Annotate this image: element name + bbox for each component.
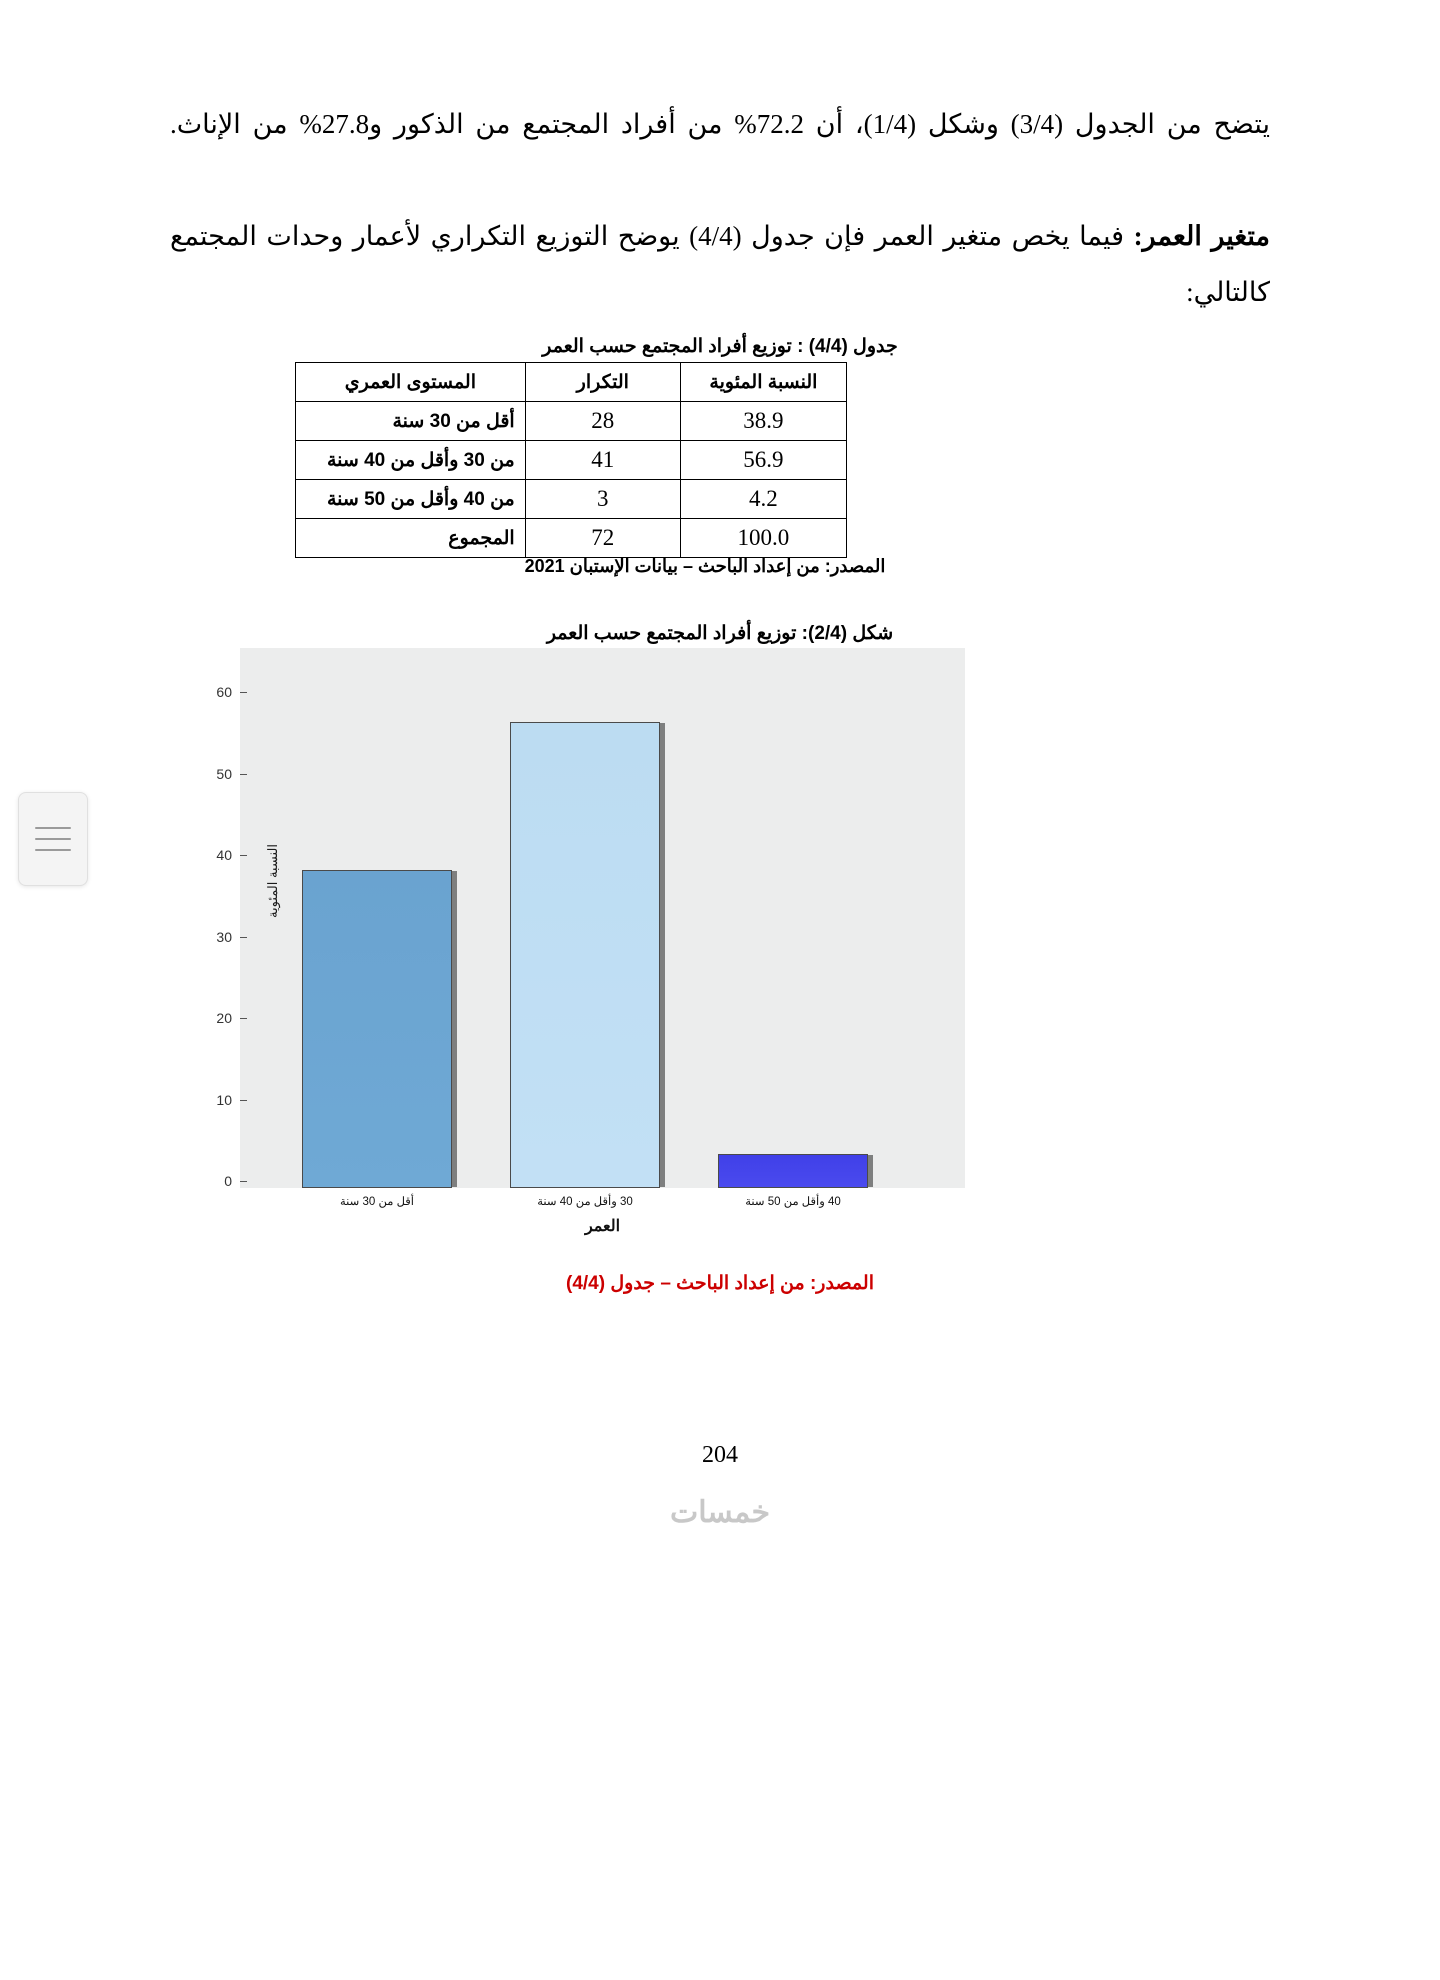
y-tick-0: 0 (194, 1173, 240, 1189)
table-header-row (296, 363, 847, 402)
age-distribution-table (295, 362, 847, 558)
y-tick-60: 60 (194, 684, 240, 700)
y-tick-40: 40 (194, 847, 240, 863)
bar-40-to-50 (718, 1154, 868, 1188)
paragraph-age-rest: فيما يخص متغير العمر فإن جدول (4/4) يوضح التوزيع التكراري لأعمار وحدات المجتمع كالتالي: (170, 221, 1270, 307)
watermark-text: خمسات (669, 1496, 771, 1529)
y-tick-30: 30 (194, 929, 240, 945)
cell-age-label: من 30 وأقل من 40 سنة (296, 441, 526, 480)
y-tick-50: 50 (194, 766, 240, 782)
menu-line (35, 838, 71, 840)
cell-frequency-total: 72 (525, 519, 680, 558)
bar-chart (216, 648, 965, 1235)
menu-line (35, 827, 71, 829)
x-label-30-to-40: 30 وأقل من 40 سنة (537, 1196, 633, 1208)
y-tick-10: 10 (194, 1092, 240, 1108)
y-tick-20: 20 (194, 1010, 240, 1026)
paragraph-age-variable (170, 208, 1270, 320)
figure-source-note: المصدر: من إعداد الباحث – جدول (4/4) (566, 1273, 874, 1294)
bar-under-30 (302, 870, 452, 1188)
page-number: 204 (702, 1442, 738, 1468)
figure-caption: شكل (2/4): توزيع أفراد المجتمع حسب العمر (546, 623, 894, 644)
table-source-note: المصدر: من إعداد الباحث – بيانات الإستبان 2021 (524, 556, 886, 576)
menu-lines-icon[interactable] (18, 792, 88, 886)
cell-percent: 4.2 (680, 480, 846, 519)
menu-line (35, 849, 71, 851)
cell-percent-total: 100.0 (680, 519, 846, 558)
cell-frequency: 3 (525, 480, 680, 519)
chart-x-axis-title: العمر (584, 1218, 621, 1235)
cell-percent: 56.9 (680, 441, 846, 480)
cell-total-label: المجموع (296, 519, 526, 558)
table-row (296, 441, 847, 480)
paragraph-gender-summary: يتضح من الجدول (3/4) وشكل (1/4)، أن 72.2% من أفراد المجتمع من الذكور و27.8% من الإناث. (170, 109, 1270, 139)
column-header-percent: النسبة المئوية (680, 363, 846, 402)
bar-30-to-40 (510, 722, 660, 1188)
table-total-row (296, 519, 847, 558)
x-label-40-to-50: 40 وأقل من 50 سنة (745, 1196, 841, 1208)
table-caption: جدول (4/4) : توزيع أفراد المجتمع حسب العمر (542, 336, 898, 357)
table-row (296, 480, 847, 519)
column-header-age-level: المستوى العمري (296, 363, 526, 402)
cell-age-label: أقل من 30 سنة (296, 402, 526, 441)
chart-y-axis-title: النسبة المئوية (265, 844, 280, 918)
cell-frequency: 28 (525, 402, 680, 441)
paragraph-age-lead: متغير العمر: (1133, 221, 1271, 251)
cell-percent: 38.9 (680, 402, 846, 441)
cell-frequency: 41 (525, 441, 680, 480)
table-row (296, 402, 847, 441)
column-header-frequency: التكرار (525, 363, 680, 402)
x-label-under-30: أقل من 30 سنة (340, 1196, 414, 1208)
cell-age-label: من 40 وأقل من 50 سنة (296, 480, 526, 519)
